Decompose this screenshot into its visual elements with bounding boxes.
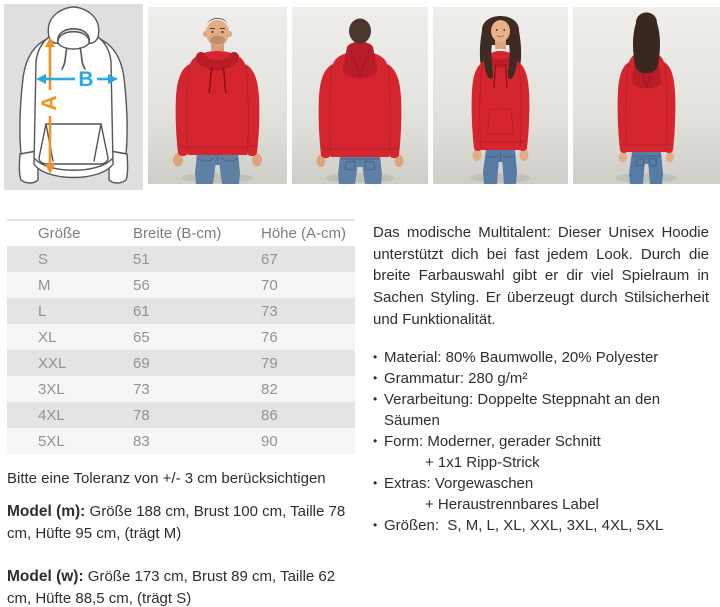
size-diagram-image[interactable] — [4, 4, 143, 190]
label-a: A — [38, 95, 61, 111]
label-b: B — [78, 68, 94, 91]
woman-front-photo — [433, 7, 568, 184]
product-description: Das modische Multitalent: Dieser Unisex Hoodie unterstützt dich bei fast jedem Look. Durch die breite Farbauswahl gibt er dir viel Spielraum in Sachen Styling. Er überzeugt durch Stilsicherheit und Funktionalität. — [373, 224, 709, 328]
feature-item-text: Material: 80% Baumwolle, 20% Polyester — [384, 349, 659, 366]
table-cell: 61 — [133, 302, 150, 320]
model-w-label: Model (w): — [7, 568, 84, 585]
feature-item — [373, 515, 715, 536]
table-row — [7, 272, 355, 298]
photo-man-back[interactable] — [292, 7, 428, 184]
table-row — [7, 298, 355, 324]
feature-item-text: Extras: Vorgewaschen — [384, 475, 534, 492]
man-back-photo — [292, 7, 428, 184]
photo-man-front[interactable] — [148, 7, 287, 184]
size-table-header-row — [7, 220, 355, 246]
photo-woman-front[interactable] — [433, 7, 568, 184]
feature-item-text: + Heraustrennbares Label — [425, 496, 599, 513]
feature-item-text: Verarbeitung: Doppelte Steppnaht an den Säumen — [384, 391, 665, 429]
table-cell: 90 — [261, 432, 278, 450]
man-front-photo — [148, 7, 287, 184]
table-cell: M — [38, 276, 51, 294]
col-header-size: Größe — [38, 225, 81, 242]
table-cell: XL — [38, 328, 57, 346]
table-cell: 79 — [261, 354, 278, 372]
table-cell: 73 — [261, 302, 278, 320]
feature-item-text: Grammatur: 280 g/m² — [384, 370, 528, 387]
feature-item — [373, 389, 715, 431]
table-cell: 5XL — [38, 432, 65, 450]
feature-item — [373, 368, 715, 389]
table-cell: XXL — [38, 354, 67, 372]
model-w-note — [7, 566, 359, 607]
table-cell: 3XL — [38, 380, 65, 398]
col-header-height: Höhe (A-cm) — [261, 225, 347, 242]
table-cell: 73 — [133, 380, 150, 398]
model-m-text: Größe 188 cm, Brust 100 cm, Taille 78 cm, Hüfte 95 cm, (trägt M) — [7, 503, 346, 542]
feature-item-text: Form: Moderner, gerader Schnitt — [384, 433, 601, 450]
table-cell: 70 — [261, 276, 278, 294]
table-row — [7, 324, 355, 350]
table-row — [7, 376, 355, 402]
table-cell: 86 — [261, 406, 278, 424]
table-cell: 82 — [261, 380, 278, 398]
model-m-label: Model (m): — [7, 503, 86, 520]
table-cell: 76 — [261, 328, 278, 346]
photo-woman-back[interactable] — [573, 7, 720, 184]
bullet-dot-icon: • — [373, 476, 378, 490]
model-m-note — [7, 501, 359, 545]
feature-item — [373, 494, 715, 515]
feature-item — [373, 431, 715, 452]
table-cell: 67 — [261, 250, 278, 268]
table-cell: S — [38, 250, 49, 268]
bullet-dot-icon: • — [373, 350, 378, 364]
table-cell: 56 — [133, 276, 150, 294]
feature-item — [373, 452, 715, 473]
woman-back-photo — [573, 7, 720, 184]
bullet-dot-icon: • — [373, 518, 378, 532]
hoodie-measurement-diagram — [4, 4, 143, 190]
table-cell: 65 — [133, 328, 150, 346]
size-table — [7, 219, 355, 454]
model-w-text: Größe 173 cm, Brust 89 cm, Taille 62 cm, Hüfte 88,5 cm, (trägt S) — [7, 568, 336, 607]
table-cell: 69 — [133, 354, 150, 372]
tolerance-note: Bitte eine Toleranz von +/- 3 cm berücksichtigen — [7, 470, 326, 487]
table-cell: 83 — [133, 432, 150, 450]
table-row — [7, 428, 355, 454]
feature-list — [373, 347, 715, 536]
bullet-dot-icon: • — [373, 371, 378, 385]
bullet-dot-icon: • — [373, 434, 378, 448]
feature-item — [373, 347, 715, 368]
feature-item — [373, 473, 715, 494]
table-row — [7, 402, 355, 428]
table-cell: 78 — [133, 406, 150, 424]
table-row — [7, 246, 355, 272]
table-cell: 4XL — [38, 406, 65, 424]
table-row — [7, 350, 355, 376]
size-table-body — [7, 246, 355, 454]
bullet-dot-icon: • — [373, 392, 378, 406]
table-cell: 51 — [133, 250, 150, 268]
feature-item-text: + 1x1 Ripp-Strick — [425, 454, 540, 471]
table-cell: L — [38, 302, 47, 320]
feature-item-text: Größen: S, M, L, XL, XXL, 3XL, 4XL, 5XL — [384, 517, 664, 534]
col-header-width: Breite (B-cm) — [133, 225, 222, 242]
